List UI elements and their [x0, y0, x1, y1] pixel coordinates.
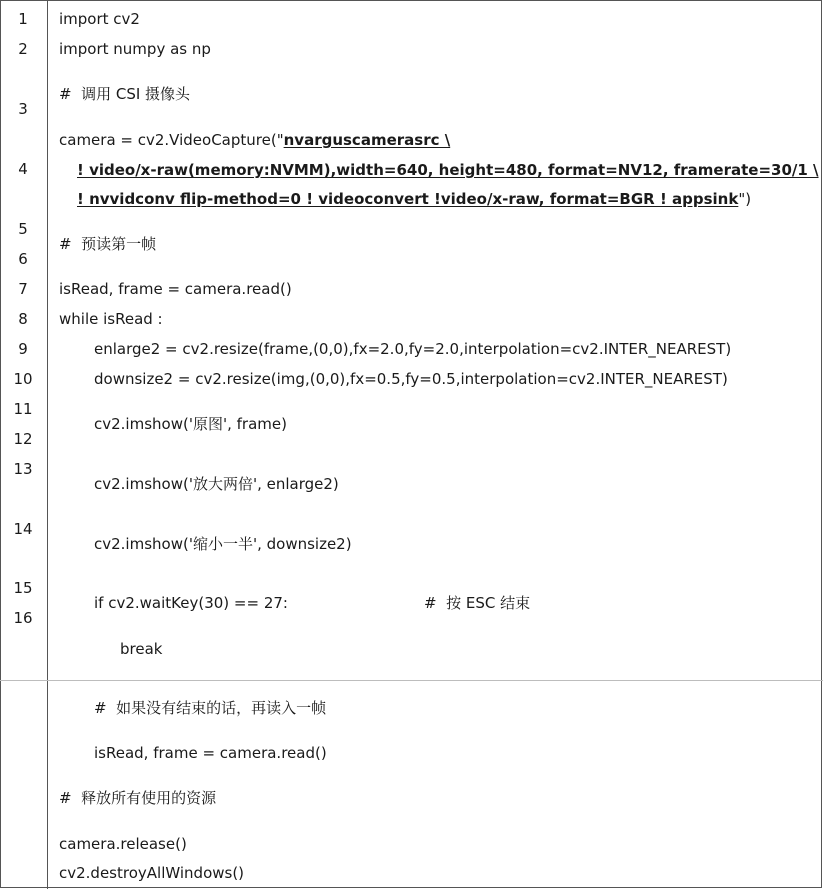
code-segment-bold: nvarguscamerasrc \	[283, 131, 451, 149]
code-line: isRead, frame = camera.read()	[94, 744, 327, 762]
code-line: camera.release()	[59, 835, 187, 853]
code-line: break	[120, 640, 163, 658]
line-number: 7	[18, 280, 28, 298]
code-line: enlarge2 = cv2.resize(frame,(0,0),fx=2.0,fy=2.0,interpolation=cv2.INTER_NEAREST)	[94, 340, 732, 358]
code-segment: ")	[738, 190, 752, 208]
line-number: 16	[13, 609, 33, 627]
line-number: 5	[18, 220, 28, 238]
code-line	[59, 131, 450, 149]
line-number: 4	[18, 160, 28, 178]
line-number: 8	[18, 310, 28, 328]
line-number: 2	[18, 40, 28, 58]
line-number: 1	[18, 10, 28, 28]
code-comment: # 按 ESC 结束	[424, 594, 531, 612]
code-line: import cv2	[59, 10, 140, 28]
line-number: 10	[13, 370, 33, 388]
line-number: 9	[18, 340, 28, 358]
code-line	[77, 190, 751, 208]
code-line: if cv2.waitKey(30) == 27:	[94, 594, 288, 612]
code-comment: # 调用 CSI 摄像头	[59, 85, 191, 103]
line-number: 11	[13, 400, 33, 418]
row-separator	[0, 680, 823, 681]
code-line: cv2.imshow('放大两倍', enlarge2)	[94, 475, 339, 493]
code-line: import numpy as np	[59, 40, 211, 58]
code-segment: camera = cv2.VideoCapture("	[59, 131, 284, 149]
code-comment: # 预读第一帧	[59, 235, 157, 253]
line-number: 6	[18, 250, 28, 268]
code-segment-bold: ! nvvidconv flip-method=0 ! videoconvert !video/x-raw, format=BGR ! appsink	[77, 190, 739, 208]
code-line: isRead, frame = camera.read()	[59, 280, 292, 298]
code-line-bold: ! video/x-raw(memory:NVMM),width=640, height=480, format=NV12, framerate=30/1 \	[77, 161, 819, 179]
code-line: cv2.destroyAllWindows()	[59, 864, 245, 882]
code-line: cv2.imshow('原图', frame)	[94, 415, 287, 433]
code-line: while isRead :	[59, 310, 163, 328]
code-comment: # 如果没有结束的话，再读入一帧	[94, 699, 327, 717]
line-number: 15	[13, 579, 33, 597]
line-number: 12	[13, 430, 33, 448]
code-comment: # 释放所有使用的资源	[59, 789, 217, 807]
line-number: 3	[18, 100, 28, 118]
code-line: downsize2 = cv2.resize(img,(0,0),fx=0.5,fy=0.5,interpolation=cv2.INTER_NEAREST)	[94, 370, 728, 388]
code-line: cv2.imshow('缩小一半', downsize2)	[94, 535, 352, 553]
line-number: 13	[13, 460, 33, 478]
line-number-divider	[47, 0, 48, 889]
line-number: 14	[13, 520, 33, 538]
